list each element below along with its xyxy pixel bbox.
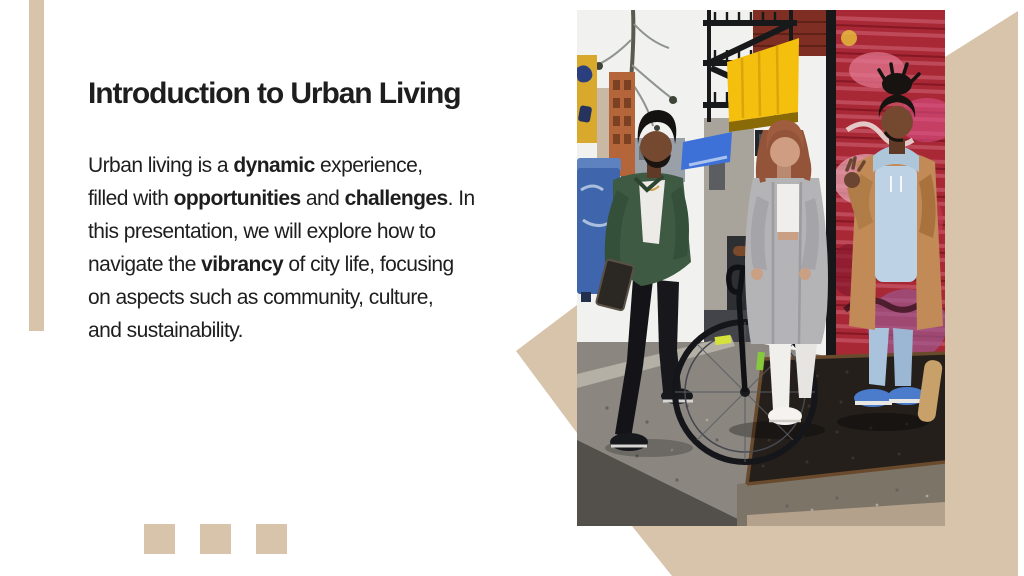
decor-square-3: [256, 524, 287, 554]
body-line: filled with opportunities and challenges. In: [88, 187, 475, 210]
body-line: and sustainability.: [88, 319, 243, 342]
slide-title: Introduction to Urban Living: [88, 77, 461, 110]
photo-illustration: [577, 10, 945, 526]
decor-square-2: [200, 524, 231, 554]
body-line: on aspects such as community, culture,: [88, 286, 434, 309]
storefront-pole: [826, 10, 836, 358]
slide-photo: [577, 10, 945, 526]
slide-body: [88, 149, 528, 347]
body-line: Urban living is a dynamic experience,: [88, 154, 423, 177]
mural: [577, 55, 597, 143]
body-line: this presentation, we will explore how to: [88, 220, 436, 243]
decor-square-1: [144, 524, 175, 554]
body-line: navigate the vibrancy of city life, focusing: [88, 253, 454, 276]
decor-squares: [144, 524, 287, 554]
